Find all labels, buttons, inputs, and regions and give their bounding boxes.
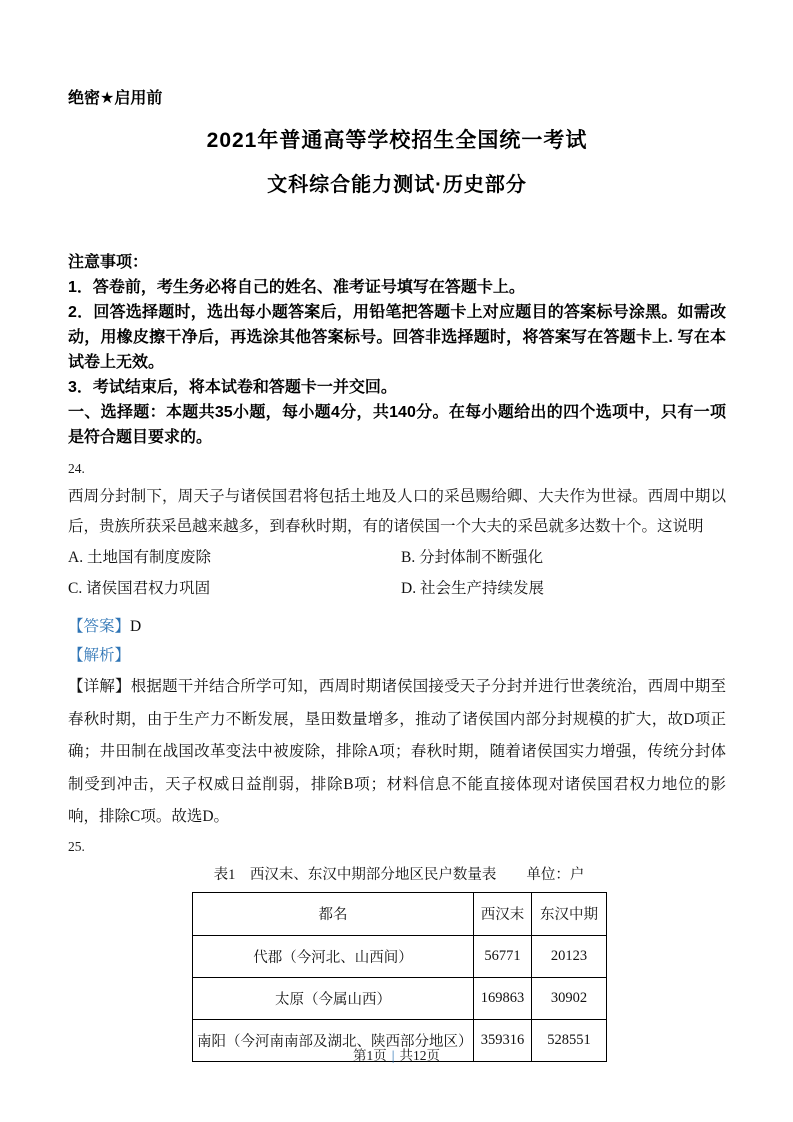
notice-item-3: 3．考试结束后，将本试卷和答题卡一并交回。 [68,379,397,396]
answer-value: D [130,618,142,635]
detail-label: 【详解】 [68,678,131,695]
exam-title: 2021年普通高等学校招生全国统一考试 [206,129,588,152]
notice-heading: 注意事项： [68,254,149,271]
table-caption-unit: 单位：户 [526,866,585,883]
column-header-western-han: 西汉末 [474,892,532,935]
cell-region: 太原（今属山西） [193,977,474,1019]
table-caption-title: 表1 西汉末、东汉中期部分地区民户数量表 [213,866,497,883]
question-24-options [68,542,726,604]
question-24-option-c: C. 诸侯国君权力巩固 [68,580,211,597]
classification-label: 绝密★启用前 [68,90,163,107]
page-number-current: 第1页 [353,1048,387,1063]
question-24-option-b: B. 分封体制不断强化 [401,549,544,566]
notice-item-2: 2．回答选择题时，选出每小题答案后，用铅笔把答题卡上对应题目的答案标号涂黑。如需改动，用橡皮擦干净后，再选涂其他答案标号。回答非选择题时，将答案写在答题卡上. 写在本试卷上无效。 [68,304,726,371]
question-24-option-a: A. 土地国有制度废除 [68,549,211,566]
table-caption [192,866,606,885]
table-row [193,935,607,977]
notice-block [68,250,726,400]
question-24-stem: 西周分封制下，周天子与诸侯国君将包括土地及人口的采邑赐给卿、大夫作为世禄。西周中期以后，贵族所获采邑越来越多，到春秋时期，有的诸侯国一个大夫的采邑就多达数十个。这说明 [68,488,726,535]
cell-western-han-value: 359316 [474,1019,532,1061]
column-header-commandery: 都名 [193,892,474,935]
page-number-separator: | [391,1048,395,1063]
cell-region: 代郡（今河北、山西间） [193,935,474,977]
cell-eastern-han-value: 30902 [532,977,607,1019]
answer-label: 【答案】 [68,618,131,635]
cell-eastern-han-value: 528551 [532,1019,607,1061]
cell-western-han-value: 56771 [474,935,532,977]
answer-line [68,617,726,637]
question-25-number: 25. [68,838,85,854]
page-number-total: 共12页 [399,1048,440,1063]
detail-explanation [68,671,726,834]
cell-eastern-han-value: 20123 [532,935,607,977]
analysis-label: 【解析】 [68,647,131,664]
column-header-eastern-han: 东汉中期 [532,892,607,935]
detail-text: 根据题干并结合所学可知，西周时期诸侯国接受天子分封并进行世袭统治，西周中期至春秋时期，由于生产力不断发展，垦田数量增多，推动了诸侯国内部分封规模的扩大，故D项正确；井田制在战国改革变法中被废除，排除A项；春秋时期，随着诸侯国实力增强，传统分封体制受到冲击，天子权威日益削弱，排除B项；材料信息不能直接体现对诸侯国君权力地位的影响，排除C项。故选D。 [68,678,726,825]
table-row [193,977,607,1019]
cell-region: 南阳（今河南南部及湖北、陕西部分地区） [193,1019,474,1061]
table-header-row [193,892,607,935]
question-24-option-d: D. 社会生产持续发展 [401,580,544,597]
question-24-number: 24. [68,461,85,476]
notice-item-1: 1．答卷前，考生务必将自己的姓名、准考证号填写在答题卡上。 [68,279,525,296]
page-footer [0,1044,793,1064]
household-count-table [192,892,607,1062]
analysis-line [68,646,726,666]
section-heading-multiple-choice: 一、选择题：本题共35小题，每小题4分，共140分。在每小题给出的四个选项中，只有一项是符合题目要求的。 [68,404,726,446]
exam-subtitle: 文科综合能力测试·历史部分 [267,174,527,196]
cell-western-han-value: 169863 [474,977,532,1019]
